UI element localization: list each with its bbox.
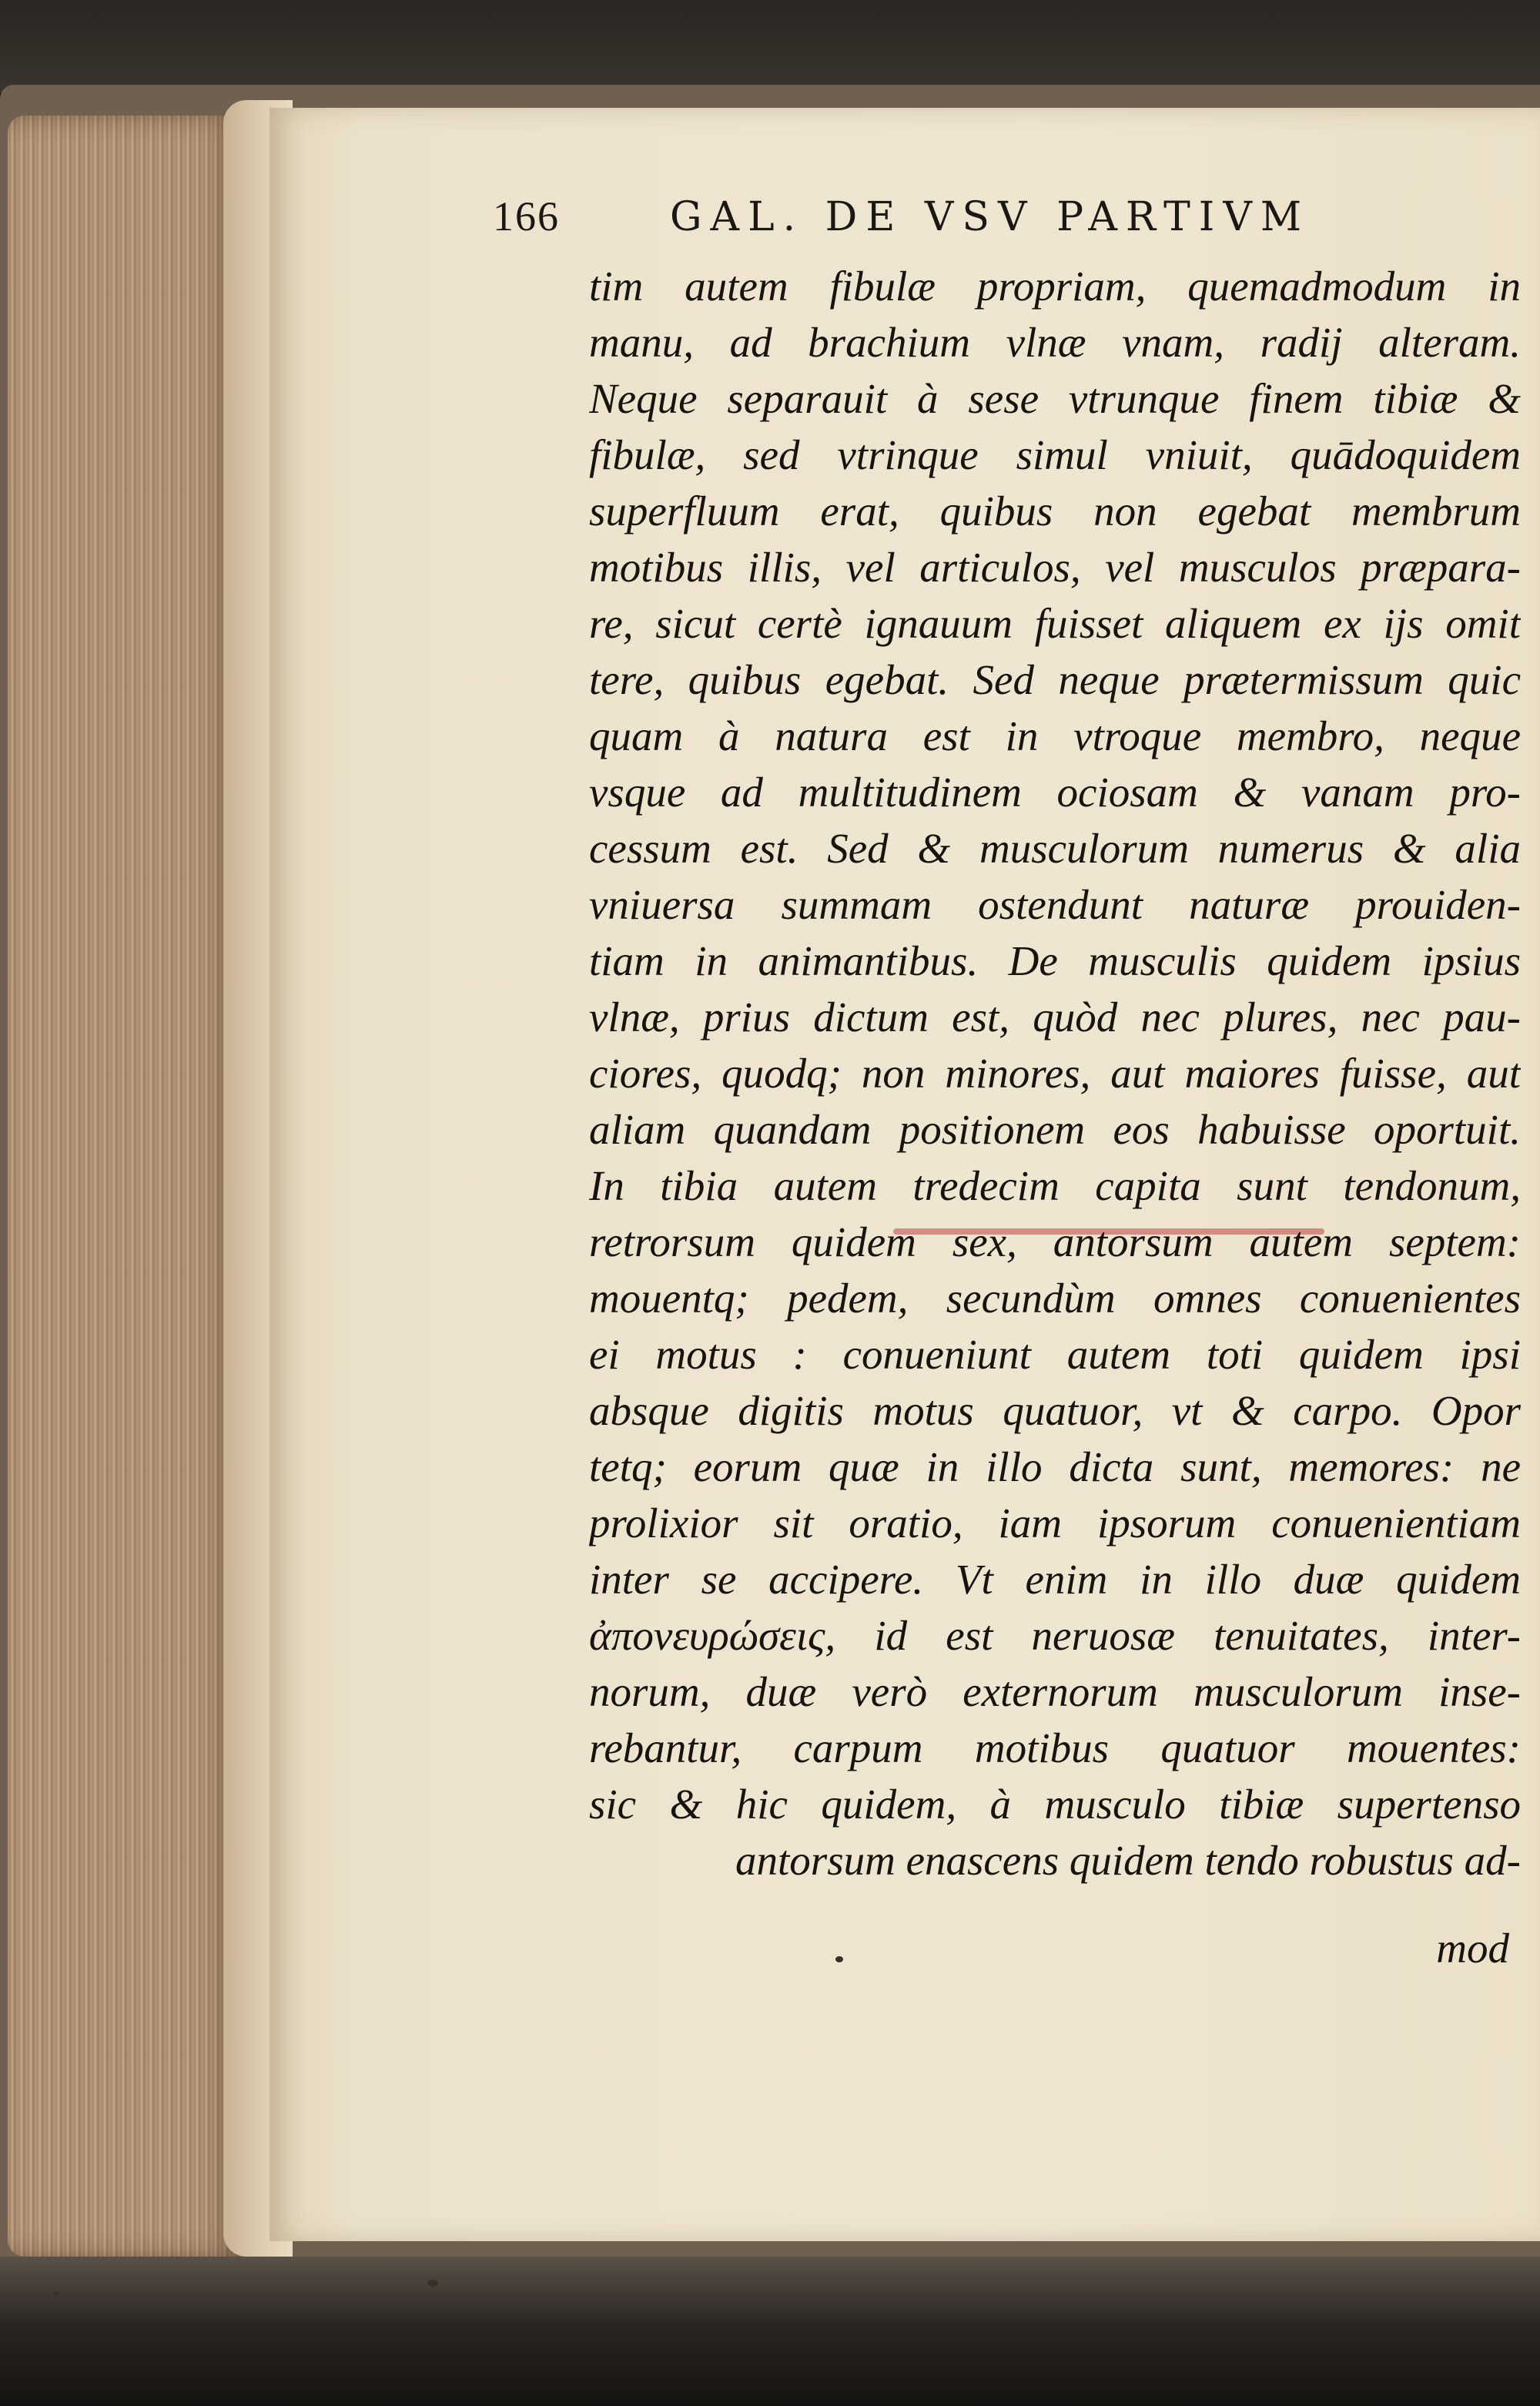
text-line: tim autem fibulæ propriam, quemadmodum in bbox=[589, 263, 1521, 310]
text-line: In tibia autem tredecim capita sunt tendonum, bbox=[589, 1162, 1521, 1209]
text-line: motibus illis, vel articulos, vel musculos præpara- bbox=[589, 544, 1521, 591]
ink-spot bbox=[54, 2291, 59, 2296]
text-line: superfluum erat, quibus non egebat membrum bbox=[589, 488, 1521, 534]
text-line: vniuersa summam ostendunt naturæ prouiden- bbox=[589, 881, 1521, 928]
text-line: absque digitis motus quatuor, vt & carpo. Opor bbox=[589, 1387, 1521, 1434]
ink-spot bbox=[835, 1956, 843, 1962]
text-line: rebantur, carpum motibus quatuor mouentes: bbox=[589, 1724, 1521, 1771]
text-line: cessum est. Sed & musculorum numerus & alia bbox=[589, 825, 1521, 872]
backdrop-bottom bbox=[0, 2257, 1540, 2406]
text-line: prolixior sit oratio, iam ipsorum conuenientiam bbox=[589, 1500, 1521, 1546]
text-line: ciores, quodq; non minores, aut maiores fuisse, aut bbox=[589, 1050, 1521, 1097]
text-line: norum, duæ verò externorum musculorum inse- bbox=[589, 1668, 1521, 1715]
text-line: fibulæ, sed vtrinque simul vniuit, quādoquidem bbox=[589, 431, 1521, 478]
text-line: ἀπονευρώσεις, id est neruosæ tenuitates, inter- bbox=[589, 1612, 1521, 1659]
text-line: retrorsum quidem sex, antorsum autem septem: bbox=[589, 1218, 1521, 1265]
text-line: quam à natura est in vtroque membro, neque bbox=[589, 712, 1521, 759]
text-line: inter se accipere. Vt enim in illo duæ quidem bbox=[589, 1556, 1521, 1603]
text-block bbox=[589, 258, 1521, 1888]
text-line: tiam in animantibus. De musculis quidem ipsius bbox=[589, 937, 1521, 984]
page-edges bbox=[8, 116, 239, 2257]
text-line: Neque separauit à sese vtrunque finem tibiæ & bbox=[589, 375, 1521, 422]
text-line: aliam quandam positionem eos habuisse oportuit. bbox=[589, 1106, 1521, 1153]
page-number: 166 bbox=[493, 193, 560, 240]
text-line: tere, quibus egebat. Sed neque prætermissum quic bbox=[589, 656, 1521, 703]
ink-spot bbox=[427, 2280, 438, 2287]
text-line: manu, ad brachium vlnæ vnam, radij alteram. bbox=[589, 319, 1521, 366]
backdrop-top bbox=[0, 0, 1540, 92]
text-line: sic & hic quidem, à musculo tibiæ supertenso bbox=[589, 1781, 1521, 1828]
text-line: ei motus : conueniunt autem toti quidem ipsi bbox=[589, 1331, 1521, 1378]
text-line: antorsum enascens quidem tendo robustus ad- bbox=[735, 1837, 1521, 1884]
running-head bbox=[493, 193, 1509, 254]
text-line: vsque ad multitudinem ociosam & vanam pro- bbox=[589, 769, 1521, 816]
text-line: mouentq; pedem, secundùm omnes conuenientes bbox=[589, 1275, 1521, 1322]
text-line: tetq; eorum quæ in illo dicta sunt, memores: ne bbox=[589, 1443, 1521, 1490]
running-title: GAL. DE VSV PARTIVM bbox=[670, 194, 1311, 240]
text-line: re, sicut certè ignauum fuisset aliquem ex ijs omit bbox=[589, 600, 1521, 647]
catchword: mod bbox=[1436, 1925, 1509, 1972]
text-line: vlnæ, prius dictum est, quòd nec plures, nec pau- bbox=[589, 994, 1521, 1040]
